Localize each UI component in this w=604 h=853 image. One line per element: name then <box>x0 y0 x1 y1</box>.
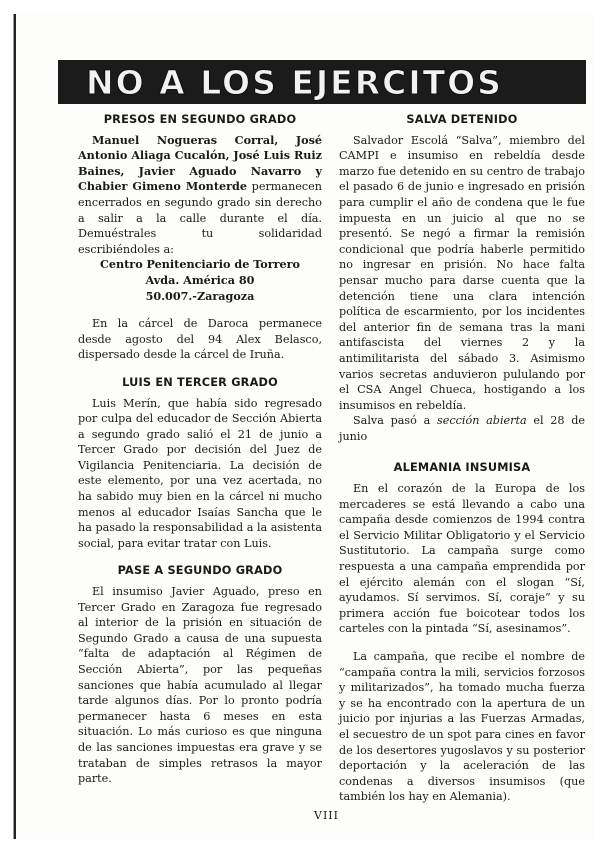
article-daroca-paragraph: En la cárcel de Daroca permanece desde agosto del 94 Alex Belasco, dispersado desde la cárcel de Iruña. <box>78 317 322 362</box>
address-line-1: Centro Penitenciario de Torrero <box>99 257 301 272</box>
article-luis-paragraph: Luis Merín, que había sido regresado por culpa del educador de Sección Abierta a segundo grado salió el 21 de junio a Tercer Grado por decisión del Juez de Vigilancia Penitenciaria. La decisión de este elemento, por una vez acertada, no ha sabido muy bien en la cárcel ni mucho menos al educador Isaías Sancha que le ha pasado la responsabilidad a la asistenta social, para evitar tratar con Luis. <box>78 396 322 550</box>
prison-address <box>78 257 322 304</box>
heading-presos-segundo-grado: PRESOS EN SEGUNDO GRADO <box>103 113 297 126</box>
address-line-2: Avda. América 80 <box>145 272 255 287</box>
article-salva-paragraph: Salvador Escolá “Salva”, miembro del CAMPI e insumiso en rebeldía desde marzo fue detenido en su centro de trabajo el pasado 6 de junio e ingresado en prisión para cumplir el año de condena que le fue impuesta en un juicio al que no se presentó. Se negó a firmar la remisión condicional que podría haberle permitido no ingresar en prisión. No hace falta pensar mucho para darse cuenta que la detención tiene una clara intención política de escarmiento, por los incidentes del anterior fin de semana tras la mani antifascista del viernes 2 y la antimilitarista del sábado 3. Asimismo varios secretas anduvieron pululando por el CSA Angel Chueca, hostigando a los insumisos en rebeldía. <box>339 133 585 412</box>
heading-salva-detenido: SALVA DETENIDO <box>406 113 518 126</box>
article-presos-text: permanecen encerrados en segundo grado sin derecho a salir a la calle durante el día. Demuéstrales tu solidaridad escribiéndoles a: <box>78 180 322 256</box>
salva-followup-text-a: Salva pasó a <box>353 414 437 428</box>
article-pase-paragraph: El insumiso Javier Aguado, preso en Tercer Grado en Zaragoza fue regresado al interior de la prisión en situación de Segundo Grado a causa de una supuesta “falta de adaptación al Régimen de Sección Abierta”, por las pequeñas sanciones que había acumulado al llegar tarde algunos días. Por lo pronto podría permanecer hasta 6 meses en esta situación. Lo más curioso es que ninguna de las sanciones impuestas era grave y se trataban de simples retrasos la mayor parte. <box>78 585 322 786</box>
article-alemania-paragraph-1: En el corazón de la Europa de los mercaderes se está llevando a cabo una campaña desde comienzos de 1994 contra el Servicio Militar Obligatorio y el Servicio Sustitutorio. La campaña surge como respuesta a una campaña emprendida por el ejército alemán con el slogan “Sí, ayudamos. Sí servimos. Sí, coraje” y su primera acción fue boicotear todos los carteles con la pintada “Sí, asesinamos”. <box>339 482 585 636</box>
salva-followup-emphasis: sección abierta <box>437 414 527 428</box>
heading-luis-tercer-grado: LUIS EN TERCER GRADO <box>122 375 278 389</box>
article-salva-followup <box>339 413 585 444</box>
heading-pase-segundo-grado: PASE A SEGUNDO GRADO <box>117 564 283 578</box>
right-column <box>339 112 585 805</box>
article-presos-paragraph <box>78 133 322 258</box>
salva-followup-text-c: el 28 de junio <box>339 414 585 443</box>
prisoner-names: Manuel Nogueras Corral, José Antonio Aliaga Cucalón, José Luis Ruiz Baines, Javier Aguado Navarro y Chabier Gimeno Monterde <box>78 132 322 194</box>
section-banner <box>58 60 586 104</box>
address-line-3: 50.007.-Zaragoza <box>145 288 255 303</box>
page-number: VIII <box>314 809 339 822</box>
banner-title: NO A LOS EJERCITOS <box>86 62 503 102</box>
article-alemania-paragraph-2: La campaña, que recibe el nombre de “campaña contra la mili, servicios forzosos y militarizados”, ha tomado mucha fuerza y se ha encontrado con la apertura de un juicio por injurias a las Fuerzas Armadas, el secuestro de un spot para cines en favor de los desertores yugoslavos y su posterior deportación y la aceleración de las condenas a diversos insumisos (que también los hay en Alemania). <box>339 650 585 804</box>
left-column <box>78 112 322 787</box>
heading-alemania-insumisa: ALEMANIA INSUMISA <box>393 461 531 475</box>
